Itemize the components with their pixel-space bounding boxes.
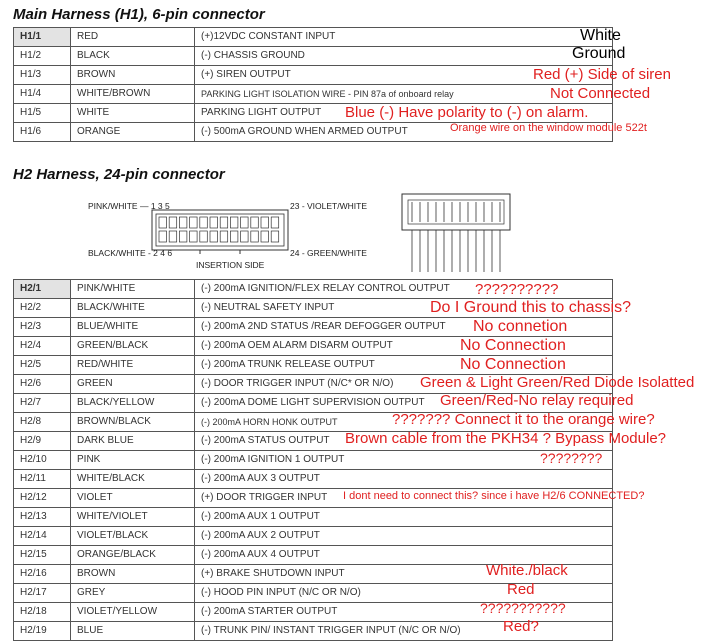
h2-wire-color-cell: RED/WHITE [71,356,195,375]
h1-note-3: Red (+) Side of siren [533,66,671,83]
h1-function-cell: PARKING LIGHT ISOLATION WIRE - PIN 87a of onboard relay [195,85,613,104]
h2-pin-cell: H2/12 [14,489,71,508]
h2-pin-cell: H2/9 [14,432,71,451]
h2-wire-color-cell: BLUE [71,622,195,641]
h1-row [14,28,613,47]
h2-pin-cell: H2/15 [14,546,71,565]
h2-note-8: ??????? Connect it to the orange wire? [392,411,655,428]
h2-title: H2 Harness, 24-pin connector [13,166,225,183]
h2-wire-color-cell: BLACK/YELLOW [71,394,195,413]
h2-wire-color-cell: VIOLET/BLACK [71,527,195,546]
h2-wire-color-cell: BLUE/WHITE [71,318,195,337]
h1-note-2: Ground [572,45,626,62]
h2-function-cell: (-) 200mA AUX 4 OUTPUT [195,546,613,565]
h1-wire-color-cell: ORANGE [71,123,195,142]
h1-function-cell: (+) SIREN OUTPUT [195,66,613,85]
h2-function-cell: (+) DOOR TRIGGER INPUT [195,489,613,508]
h2-wire-color-cell: BROWN [71,565,195,584]
h2-note-14: ??????????? [480,600,566,616]
h2-pin-cell: H2/8 [14,413,71,432]
h2-pin-cell: H2/13 [14,508,71,527]
h2-wire-color-cell: GREEN [71,375,195,394]
h2-note-9: Brown cable from the PKH34 ? Bypass Module? [345,430,666,447]
h1-pin-cell: H1/6 [14,123,71,142]
h2-pin-cell: H2/11 [14,470,71,489]
h2-wire-color-cell: ORANGE/BLACK [71,546,195,565]
h2-note-7: Green/Red-No relay required [440,392,634,409]
h1-pin-cell: H1/4 [14,85,71,104]
h1-pin-cell: H1/2 [14,47,71,66]
h2-pin-cell: H2/1 [14,280,71,299]
h2-function-cell: (-) 200mA STATUS OUTPUT [195,432,613,451]
h2-pin-cell: H2/5 [14,356,71,375]
h1-wire-color-cell: BROWN [71,66,195,85]
h2-function-cell: (-) 200mA AUX 2 OUTPUT [195,527,613,546]
h2-function-cell: (-) TRUNK PIN/ INSTANT TRIGGER INPUT (N/C OR N/O) [195,622,613,641]
h2-wire-color-cell: WHITE/BLACK [71,470,195,489]
h1-wire-color-cell: WHITE [71,104,195,123]
h2-pin-cell: H2/18 [14,603,71,622]
h2-function-cell: (-) DOOR TRIGGER INPUT (N/C* OR N/O) [195,375,613,394]
h2-row [14,527,613,546]
h2-function-cell: (-) 200mA IGNITION/FLEX RELAY CONTROL OUTPUT [195,280,613,299]
h1-function-cell: (+)12VDC CONSTANT INPUT [195,28,613,47]
h2-wire-color-cell: GREY [71,584,195,603]
h1-note-6: Orange wire on the window module 522t [450,122,647,134]
h2-wire-color-cell: PINK/WHITE [71,280,195,299]
h2-note-12: White./black [486,562,568,579]
h2-row [14,508,613,527]
h1-title: Main Harness (H1), 6-pin connector [13,6,265,23]
h2-pin-cell: H2/14 [14,527,71,546]
h2-function-cell: (-) 200mA TRUNK RELEASE OUTPUT [195,356,613,375]
h2-note-3: No connetion [473,318,568,335]
h2-note-2: Do I Ground this to chassis? [430,299,631,316]
insertion-side-label: INSERTION SIDE [196,260,265,270]
h2-note-1: ?????????? [475,281,559,298]
h1-pin-cell: H1/3 [14,66,71,85]
connector-side-diagram [400,192,512,274]
h2-function-cell: (-) 200mA AUX 1 OUTPUT [195,508,613,527]
h2-row [14,470,613,489]
h1-function-cell: (-) CHASSIS GROUND [195,47,613,66]
h2-wire-color-cell: VIOLET/YELLOW [71,603,195,622]
connector-label-violet-white: 23 - VIOLET/WHITE [290,201,367,211]
h1-note-4: Not Connected [550,85,651,102]
h2-function-cell: (-) 200mA STARTER OUTPUT [195,603,613,622]
h2-pin-cell: H2/3 [14,318,71,337]
h1-row [14,85,613,104]
h2-function-cell: (-) HOOD PIN INPUT (N/C OR N/O) [195,584,613,603]
h2-wire-color-cell: GREEN/BLACK [71,337,195,356]
h2-pin-cell: H2/17 [14,584,71,603]
h2-wire-color-cell: PINK [71,451,195,470]
h2-function-cell: (-) 200mA 2ND STATUS /REAR DEFOGGER OUTPUT [195,318,613,337]
h2-pin-cell: H2/19 [14,622,71,641]
h1-row [14,47,613,66]
h1-pin-cell: H1/1 [14,28,71,47]
h2-function-cell: (-) 200mA IGNITION 1 OUTPUT [195,451,613,470]
h2-note-4: No Connection [460,337,566,354]
h2-note-15: Red? [503,618,539,635]
h2-pin-cell: H2/7 [14,394,71,413]
h1-function-cell: (-) 500mA GROUND WHEN ARMED OUTPUT [195,123,613,142]
h1-pin-cell: H1/5 [14,104,71,123]
h1-function-cell: PARKING LIGHT OUTPUT [195,104,613,123]
h2-function-cell: (-) NEUTRAL SAFETY INPUT [195,299,613,318]
h2-row [14,451,613,470]
h2-note-6: Green & Light Green/Red Diode Isolatted [420,374,695,391]
connector-label-green-white: 24 - GREEN/WHITE [290,248,367,258]
h2-wire-color-cell: BLACK/WHITE [71,299,195,318]
h2-function-cell: (-) 200mA OEM ALARM DISARM OUTPUT [195,337,613,356]
h2-pin-cell: H2/4 [14,337,71,356]
h2-wire-color-cell: VIOLET [71,489,195,508]
h2-wire-color-cell: BROWN/BLACK [71,413,195,432]
connector-front-diagram [150,206,290,256]
h2-pin-cell: H2/6 [14,375,71,394]
h2-function-cell: (-) 200mA HORN HONK OUTPUT [195,413,613,432]
h2-pin-cell: H2/2 [14,299,71,318]
h2-note-13: Red [507,581,535,598]
h1-row [14,66,613,85]
h2-function-cell: (+) BRAKE SHUTDOWN INPUT [195,565,613,584]
connector-label-black-white: BLACK/WHITE - 2 4 6 [88,248,173,258]
connector-label-pink-white: PINK/WHITE — 1 3 5 [88,201,170,211]
h1-note-5: Blue (-) Have polarity to (-) on alarm. [345,104,589,121]
h2-note-11: I dont need to connect this? since i have H2/6 CONNECTED? [343,490,645,502]
h2-note-10: ???????? [540,450,603,466]
h2-function-cell: (-) 200mA AUX 3 OUTPUT [195,470,613,489]
h2-pin-cell: H2/16 [14,565,71,584]
h1-wire-color-cell: WHITE/BROWN [71,85,195,104]
h2-wire-color-cell: DARK BLUE [71,432,195,451]
h2-pin-cell: H2/10 [14,451,71,470]
h1-wire-color-cell: RED [71,28,195,47]
h2-function-cell: (-) 200mA DOME LIGHT SUPERVISION OUTPUT [195,394,613,413]
h1-wire-color-cell: BLACK [71,47,195,66]
h2-note-5: No Connection [460,356,566,373]
h2-wire-color-cell: WHITE/VIOLET [71,508,195,527]
h1-note-1: White [580,27,621,44]
